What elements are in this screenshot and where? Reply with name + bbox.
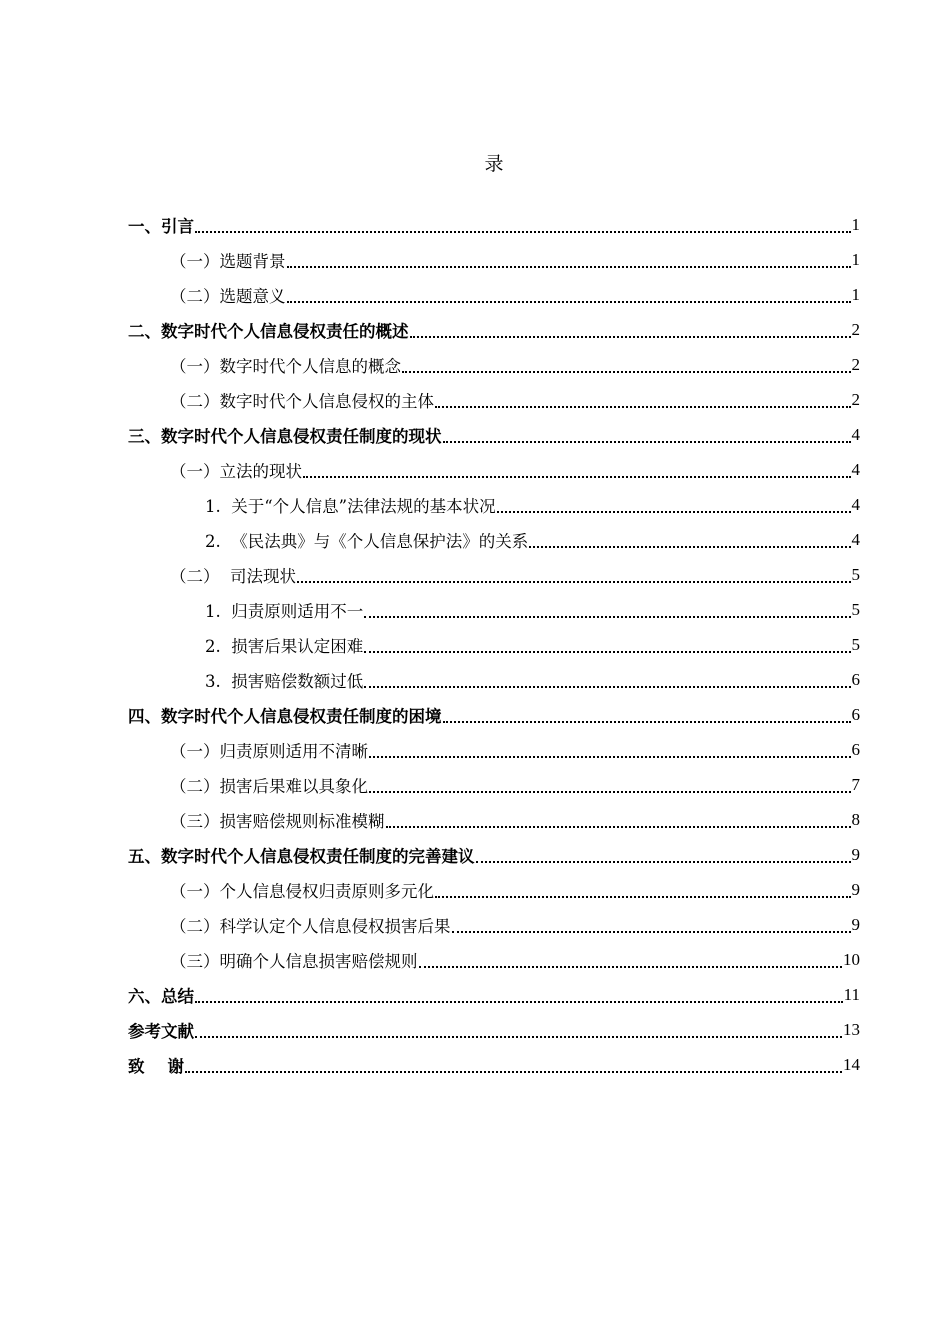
dot-leader	[435, 895, 851, 898]
toc-page-number: 13	[843, 1019, 860, 1039]
toc-page-number: 4	[851, 529, 860, 549]
toc-entry-text: 二、数字时代个人信息侵权责任的概述	[128, 321, 409, 341]
dot-leader	[402, 370, 851, 373]
toc-entry[interactable]	[128, 277, 860, 312]
toc-entry-text: 1. 关于“个人信息”法律法规的基本状况	[205, 496, 496, 516]
dot-leader	[369, 790, 851, 793]
toc-entry[interactable]	[128, 837, 860, 872]
dot-leader	[287, 300, 851, 303]
toc-entry[interactable]	[128, 872, 860, 907]
dot-leader	[435, 405, 851, 408]
toc-page-number: 9	[851, 914, 860, 934]
toc-entry-text: 致 谢	[128, 1056, 184, 1076]
toc-entry-text: （二）选题意义	[170, 286, 286, 306]
dot-leader	[195, 230, 851, 233]
toc-page-number: 9	[851, 879, 860, 899]
toc-entry[interactable]	[128, 242, 860, 277]
dot-leader	[497, 510, 851, 513]
dot-leader	[529, 545, 850, 548]
toc-entry-text: （一）个人信息侵权归责原则多元化	[170, 881, 434, 901]
toc-entry[interactable]	[128, 1047, 860, 1082]
toc-page-number: 6	[851, 669, 860, 689]
toc-entry-text: 五、数字时代个人信息侵权责任制度的完善建议	[128, 846, 475, 866]
toc-entry-text: （一）归责原则适用不清晰	[170, 741, 368, 761]
toc-page-number: 1	[851, 284, 860, 304]
toc-entry-text: 四、数字时代个人信息侵权责任制度的困境	[128, 706, 442, 726]
toc-title: 录	[484, 153, 504, 175]
toc-entry-text: 三、数字时代个人信息侵权责任制度的现状	[128, 426, 442, 446]
toc-entry[interactable]	[128, 312, 860, 347]
dot-leader	[185, 1070, 842, 1073]
dot-leader	[364, 615, 850, 618]
toc-page-number: 1	[851, 214, 860, 234]
toc-entry-text: 1. 归责原则适用不一	[205, 601, 364, 621]
toc-page-number: 10	[843, 949, 860, 969]
toc-entry-text: 2. 《民法典》与《个人信息保护法》的关系	[205, 531, 529, 551]
dot-leader	[452, 930, 851, 933]
toc-page-number: 8	[851, 809, 860, 829]
toc-entry[interactable]	[128, 662, 860, 697]
toc-page-number: 2	[851, 389, 860, 409]
toc-entry-text: （二）损害后果难以具象化	[170, 776, 368, 796]
toc-page-number: 4	[851, 494, 860, 514]
toc-entry-text: 2. 损害后果认定困难	[205, 636, 364, 656]
toc-page-number: 11	[843, 984, 860, 1004]
toc-entry[interactable]	[128, 627, 860, 662]
toc-page-number: 6	[851, 739, 860, 759]
toc-entry[interactable]	[128, 487, 860, 522]
toc-entry[interactable]	[128, 207, 860, 242]
toc-entry[interactable]	[128, 347, 860, 382]
toc-entry[interactable]	[128, 767, 860, 802]
toc-entry[interactable]	[128, 522, 860, 557]
toc-entry[interactable]	[128, 697, 860, 732]
toc-entry[interactable]	[128, 942, 860, 977]
toc-entry-text: （二）数字时代个人信息侵权的主体	[170, 391, 434, 411]
toc-entry[interactable]	[128, 382, 860, 417]
dot-leader	[476, 860, 851, 863]
toc-entry-text: 六、总结	[128, 986, 194, 1006]
toc-entry[interactable]	[128, 1012, 860, 1047]
toc-entry-text: （三）损害赔偿规则标准模糊	[170, 811, 385, 831]
toc-page-number: 4	[851, 459, 860, 479]
toc-entry[interactable]	[128, 452, 860, 487]
dot-leader	[303, 475, 851, 478]
toc-entry-text: 一、引言	[128, 216, 194, 236]
dot-leader	[410, 335, 851, 338]
toc-entry-text: （二） 司法现状	[170, 566, 296, 586]
toc-page-number: 6	[851, 704, 860, 724]
toc-page-number: 9	[851, 844, 860, 864]
dot-leader	[195, 1035, 842, 1038]
toc-entry-text: （一）选题背景	[170, 251, 286, 271]
dot-leader	[297, 580, 851, 583]
toc-entry[interactable]	[128, 977, 860, 1012]
toc-entry[interactable]	[128, 907, 860, 942]
dot-leader	[443, 720, 851, 723]
toc-entry[interactable]	[128, 802, 860, 837]
toc-entry[interactable]	[128, 592, 860, 627]
toc-page-number: 5	[851, 599, 860, 619]
toc-page-number: 1	[851, 249, 860, 269]
toc-entry-text: （一）立法的现状	[170, 461, 302, 481]
toc-entry-text: （一）数字时代个人信息的概念	[170, 356, 401, 376]
toc-entry[interactable]	[128, 557, 860, 592]
table-of-contents	[128, 207, 860, 1082]
dot-leader	[287, 265, 851, 268]
dot-leader	[364, 650, 850, 653]
dot-leader	[364, 685, 850, 688]
toc-entry-text: 3. 损害赔偿数额过低	[205, 671, 364, 691]
toc-page-number: 5	[851, 634, 860, 654]
toc-page-number: 2	[851, 354, 860, 374]
toc-entry-text: （二）科学认定个人信息侵权损害后果	[170, 916, 451, 936]
toc-page-number: 7	[851, 774, 860, 794]
toc-page-number: 2	[851, 319, 860, 339]
dot-leader	[195, 1000, 843, 1003]
toc-entry-text: （三）明确个人信息损害赔偿规则	[170, 951, 418, 971]
dot-leader	[386, 825, 851, 828]
toc-page-number: 4	[851, 424, 860, 444]
toc-page-number: 5	[851, 564, 860, 584]
dot-leader	[419, 965, 843, 968]
toc-entry-text: 参考文献	[128, 1021, 194, 1041]
toc-entry[interactable]	[128, 732, 860, 767]
toc-page-number: 14	[843, 1054, 860, 1074]
dot-leader	[443, 440, 851, 443]
toc-entry[interactable]	[128, 417, 860, 452]
dot-leader	[369, 755, 851, 758]
